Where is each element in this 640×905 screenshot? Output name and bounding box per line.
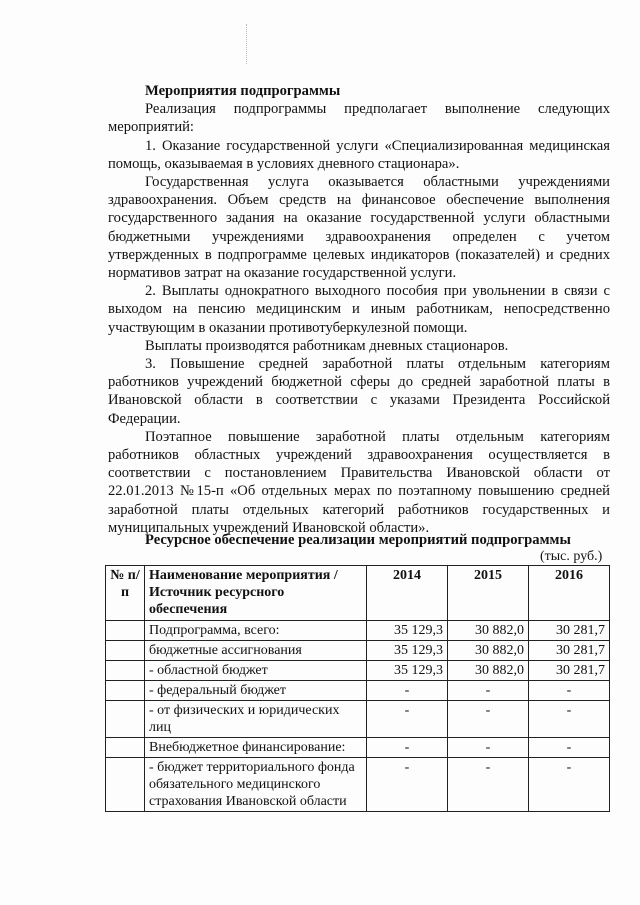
cell-name: бюджетные ассигнования: [145, 641, 367, 661]
paragraph: 3. Повышение средней заработной платы отдельным категориям работников учреждений бюджетной сферы до средней заработной платы в Ивановской области в соответствии с указами Президента Российской Федерации.: [108, 356, 610, 427]
cell-2016: 30 281,7: [529, 661, 610, 681]
cell-2016: 30 281,7: [529, 641, 610, 661]
cell-num: [106, 681, 145, 701]
table-row: [106, 758, 610, 812]
paragraph: 2. Выплаты однократного выходного пособия при увольнении в связи с выходом на пенсию медицинским и иным работникам, непосредственно участвующим в оказании противотуберкулезной помощи.: [108, 283, 610, 336]
cell-2016: -: [529, 758, 610, 812]
cell-name: - бюджет территориального фонда обязательного медицинского страхования Ивановской области: [145, 758, 367, 812]
cell-2014: 35 129,3: [367, 641, 448, 661]
cell-num: [106, 758, 145, 812]
cell-2014: 35 129,3: [367, 621, 448, 641]
cell-num: [106, 621, 145, 641]
paragraph: Реализация подпрограммы предполагает выполнение следующих мероприятий:: [108, 101, 610, 136]
cell-name: - от физических и юридических лиц: [145, 701, 367, 738]
scan-artifact: [246, 24, 249, 64]
cell-2015: 30 882,0: [448, 621, 529, 641]
cell-2015: -: [448, 738, 529, 758]
cell-num: [106, 641, 145, 661]
cell-name: Подпрограмма, всего:: [145, 621, 367, 641]
cell-2015: 30 882,0: [448, 661, 529, 681]
table-row: [106, 621, 610, 641]
cell-2014: -: [367, 701, 448, 738]
table-header-row: [106, 566, 610, 621]
cell-2015: 30 882,0: [448, 641, 529, 661]
cell-2016: -: [529, 701, 610, 738]
cell-num: [106, 701, 145, 738]
header-2016: 2016: [529, 566, 610, 621]
cell-2016: -: [529, 738, 610, 758]
cell-name: - областной бюджет: [145, 661, 367, 681]
cell-name: Внебюджетное финансирование:: [145, 738, 367, 758]
cell-2014: -: [367, 758, 448, 812]
header-num: № п/п: [106, 566, 145, 621]
cell-2016: 30 281,7: [529, 621, 610, 641]
cell-2014: -: [367, 738, 448, 758]
cell-2015: -: [448, 701, 529, 738]
table-units: (тыс. руб.): [540, 549, 603, 564]
section-text: [108, 82, 610, 537]
cell-2014: 35 129,3: [367, 661, 448, 681]
header-2014: 2014: [367, 566, 448, 621]
table-row: [106, 738, 610, 758]
paragraph: Поэтапное повышение заработной платы отдельным категориям работников областных учреждений здравоохранения осуществляется в соответствии с постановлением Правительства Ивановской области от 22.01.2013 №15-п «Об отдельных мерах по поэтапному повышению средней заработной платы отдельных категорий работников государственных и муниципальных учреждений Ивановской области».: [108, 428, 610, 536]
paragraph: Государственная услуга оказывается областными учреждениями здравоохранения. Объем средств на финансовое обеспечение выполнения государственного задания на оказание государственной услуги областными бюджетными учреждениями здравоохранения определен с учетом утвержденных в подпрограмме целевых индикаторов (показателей) и средних нормативов затрат на оказание государственной услуги.: [108, 174, 610, 282]
cell-num: [106, 738, 145, 758]
section-heading: Мероприятия подпрограммы: [145, 83, 341, 99]
cell-2015: -: [448, 681, 529, 701]
table-row: [106, 681, 610, 701]
cell-name: - федеральный бюджет: [145, 681, 367, 701]
cell-num: [106, 661, 145, 681]
cell-2015: -: [448, 758, 529, 812]
cell-2014: -: [367, 681, 448, 701]
resource-table: [105, 565, 610, 812]
table-row: [106, 641, 610, 661]
table-row: [106, 661, 610, 681]
paragraph: Выплаты производятся работникам дневных стационаров.: [145, 337, 509, 354]
table-title: Ресурсное обеспечение реализации мероприятий подпрограммы: [145, 532, 571, 548]
cell-2016: -: [529, 681, 610, 701]
paragraph: 1. Оказание государственной услуги «Специализированная медицинская помощь, оказываемая в условиях дневного стационара».: [108, 137, 610, 172]
table-row: [106, 701, 610, 738]
header-name: Наименование мероприятия / Источник ресурсного обеспечения: [145, 566, 367, 621]
header-2015: 2015: [448, 566, 529, 621]
